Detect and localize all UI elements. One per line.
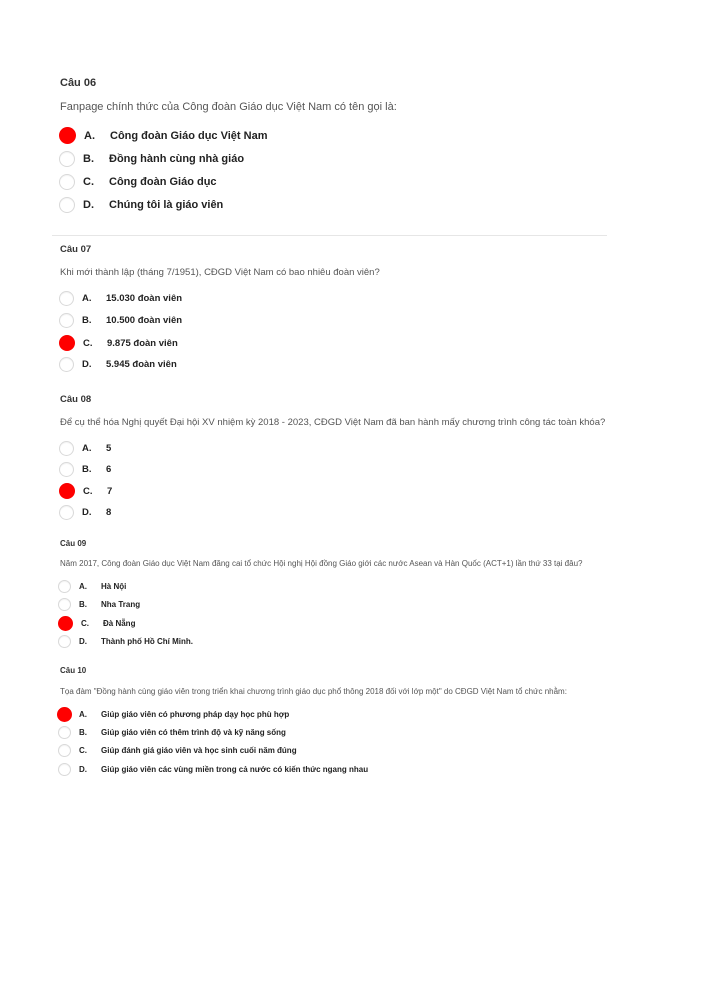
radio-icon[interactable] xyxy=(59,357,74,372)
radio-icon[interactable] xyxy=(59,291,74,306)
radio-icon[interactable] xyxy=(59,462,74,477)
question-text: Năm 2017, Công đoàn Giáo dục Việt Nam đăng cai tổ chức Hội nghị Hội đồng Giáo giới các nước Asean và Hàn Quốc (ACT+1) lần thứ 33 tại đâu? xyxy=(60,559,583,568)
radio-icon[interactable] xyxy=(58,635,71,648)
option-text: Chúng tôi là giáo viên xyxy=(109,199,224,211)
radio-icon[interactable] xyxy=(58,744,71,757)
option-letter: D. xyxy=(82,507,92,518)
option-text: Hà Nội xyxy=(101,582,127,591)
question-title: Câu 06 xyxy=(60,77,97,89)
option-letter: B. xyxy=(79,728,87,737)
question-text: Tọa đàm "Đồng hành cùng giáo viên trong triển khai chương trình giáo dục phổ thông 2018 đối với lớp một" do CĐGD Việt Nam tổ chức nhằm: xyxy=(60,687,567,696)
option-a[interactable] xyxy=(59,441,111,456)
option-text: 5 xyxy=(106,443,112,454)
radio-icon[interactable] xyxy=(58,580,71,593)
question-title: Câu 10 xyxy=(60,666,87,675)
option-letter: C. xyxy=(83,485,93,497)
question-title: Câu 09 xyxy=(60,539,87,548)
option-letter: C. xyxy=(83,176,94,188)
option-letter: C. xyxy=(81,619,89,628)
radio-icon[interactable] xyxy=(59,441,74,456)
option-text: Giúp giáo viên có thêm trình độ và kỹ năng sống xyxy=(101,728,286,737)
option-b[interactable] xyxy=(59,151,244,167)
option-c[interactable] xyxy=(58,744,297,757)
option-c[interactable] xyxy=(58,616,135,631)
question-title: Câu 08 xyxy=(60,394,92,405)
option-text: 10.500 đoàn viên xyxy=(106,315,183,326)
radio-icon[interactable] xyxy=(59,174,75,190)
option-letter: D. xyxy=(79,765,87,774)
option-letter: D. xyxy=(79,637,87,646)
option-text: 7 xyxy=(107,485,113,497)
option-a[interactable] xyxy=(59,291,182,306)
option-text: 9.875 đoàn viên xyxy=(107,337,178,349)
option-text: Đồng hành cùng nhà giáo xyxy=(109,153,245,165)
option-a[interactable] xyxy=(58,707,289,722)
option-letter: C. xyxy=(79,746,87,755)
section-divider xyxy=(52,235,607,236)
option-a[interactable] xyxy=(59,127,267,144)
radio-icon[interactable] xyxy=(59,197,75,213)
option-letter: A. xyxy=(79,582,87,591)
option-text: 5.945 đoàn viên xyxy=(106,359,177,370)
option-letter: A. xyxy=(79,710,87,719)
option-letter: B. xyxy=(82,315,92,326)
question-text: Khi mới thành lập (tháng 7/1951), CĐGD Việt Nam có bao nhiêu đoàn viên? xyxy=(60,267,380,278)
option-letter: A. xyxy=(82,293,92,304)
option-letter: B. xyxy=(83,153,94,165)
option-letter: C. xyxy=(83,337,93,349)
question-text: Để cụ thể hóa Nghị quyết Đại hội XV nhiệm kỳ 2018 - 2023, CĐGD Việt Nam đã ban hành mấy chương trình công tác toàn khóa? xyxy=(60,417,606,428)
option-c[interactable] xyxy=(59,483,112,499)
option-d[interactable] xyxy=(59,505,111,520)
option-letter: B. xyxy=(82,464,92,475)
question-title: Câu 07 xyxy=(60,244,92,255)
option-letter: A. xyxy=(82,443,92,454)
question-text: Fanpage chính thức của Công đoàn Giáo dục Việt Nam có tên gọi là: xyxy=(60,101,397,113)
radio-icon[interactable] xyxy=(58,726,71,739)
radio-selected-icon[interactable] xyxy=(58,616,73,631)
option-text: 15.030 đoàn viên xyxy=(106,293,183,304)
option-c[interactable] xyxy=(59,174,217,190)
option-a[interactable] xyxy=(58,580,126,593)
option-letter: A. xyxy=(84,129,95,142)
option-text: Giúp giáo viên các vùng miền trong cả nước có kiến thức ngang nhau xyxy=(101,765,369,774)
radio-icon[interactable] xyxy=(59,505,74,520)
option-b[interactable] xyxy=(58,726,286,739)
option-text: Giúp đánh giá giáo viên và học sinh cuối năm đúng xyxy=(101,746,297,755)
option-d[interactable] xyxy=(58,763,368,776)
option-c[interactable] xyxy=(59,335,178,351)
radio-selected-icon[interactable] xyxy=(57,707,72,722)
option-letter: D. xyxy=(82,359,92,370)
option-d[interactable] xyxy=(58,635,193,648)
option-text: Công đoàn Giáo dục Việt Nam xyxy=(110,129,268,142)
option-b[interactable] xyxy=(58,598,140,611)
option-d[interactable] xyxy=(59,357,177,372)
option-text: 8 xyxy=(106,507,112,518)
option-letter: D. xyxy=(83,199,94,211)
option-b[interactable] xyxy=(59,462,111,477)
radio-selected-icon[interactable] xyxy=(59,127,76,144)
radio-icon[interactable] xyxy=(58,598,71,611)
option-letter: B. xyxy=(79,600,87,609)
option-text: Công đoàn Giáo dục xyxy=(109,176,217,188)
radio-selected-icon[interactable] xyxy=(59,483,75,499)
option-text: Giúp giáo viên có phương pháp dạy học phù hợp xyxy=(101,710,290,719)
option-text: Thành phố Hồ Chí Minh. xyxy=(101,637,193,646)
radio-icon[interactable] xyxy=(59,313,74,328)
option-text: Nha Trang xyxy=(101,600,141,609)
option-text: 6 xyxy=(106,464,112,475)
radio-icon[interactable] xyxy=(58,763,71,776)
option-d[interactable] xyxy=(59,197,223,213)
option-b[interactable] xyxy=(59,313,182,328)
radio-icon[interactable] xyxy=(59,151,75,167)
radio-selected-icon[interactable] xyxy=(59,335,75,351)
option-text: Đà Nẵng xyxy=(103,619,136,628)
